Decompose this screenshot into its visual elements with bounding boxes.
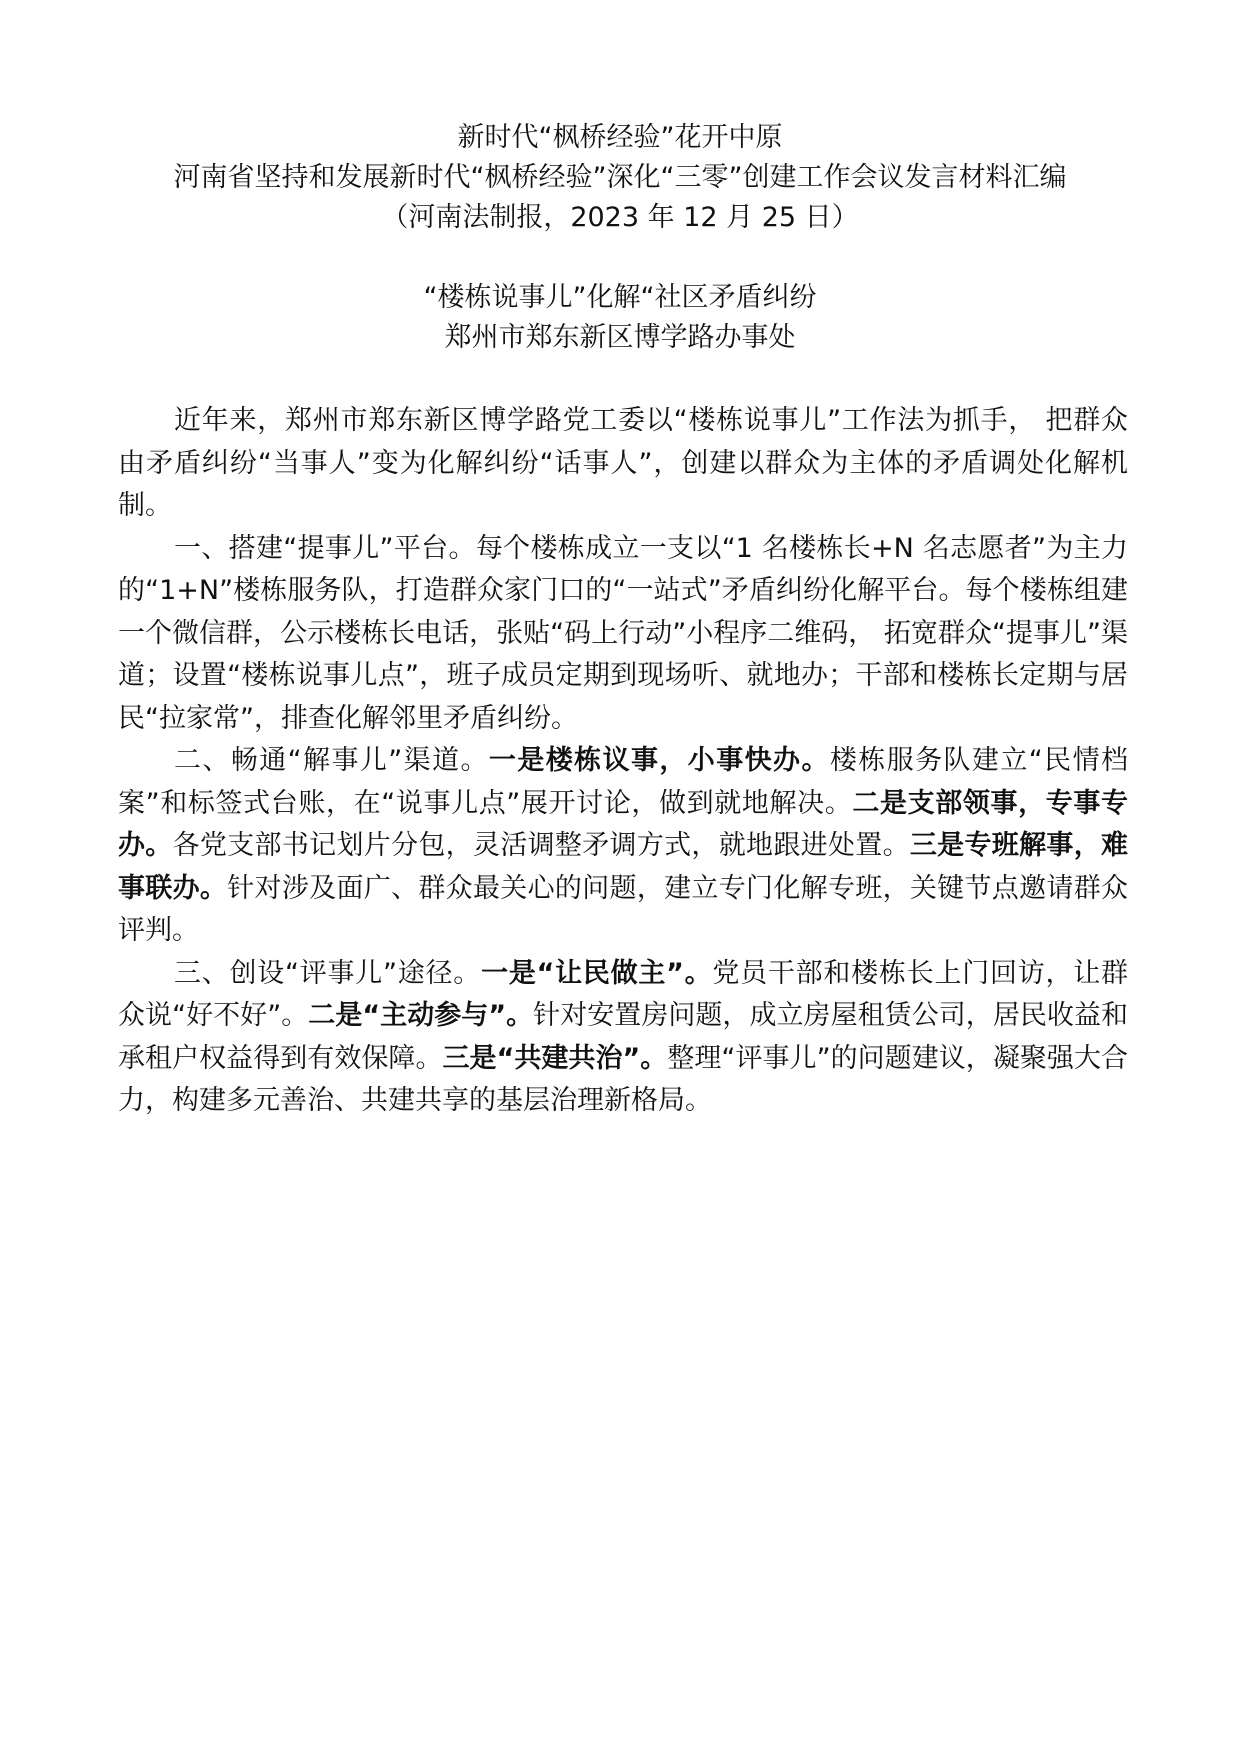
header-subtitle: 河南省坚持和发展新时代“枫桥经验”深化“三零”创建工作会议发言材料汇编 xyxy=(173,162,1067,193)
section-3-point-2: 二是“主动参与”。 xyxy=(308,1000,534,1031)
section-3-text-1: 党员干部和楼栋长上门回访，让群众说“好不好”。 xyxy=(118,957,1128,1031)
section-2-text-2: 各党支部书记划片分包，灵活调整矛调方式，就地跟进处置。 xyxy=(172,830,910,861)
article-heading xyxy=(100,278,1140,358)
paragraph-intro: 近年来，郑州市郑东新区博学路党工委以“楼栋说事儿”工作法为抓手， 把群众由矛盾纠纷“当事人”变为化解纠纷“话事人”，创建以群众为主体的矛盾调处化解机制。 xyxy=(118,405,1128,521)
article-title: “楼栋说事儿”化解“社区矛盾纠纷 xyxy=(423,282,817,313)
section-3-point-1: 一是“让民做主”。 xyxy=(481,957,713,989)
section-2-lead: 二、畅通“解事儿”渠道。 xyxy=(174,745,489,776)
section-2-text-3: 针对涉及面广、群众最关心的问题，建立专门化解专班，关键节点邀请群众评判。 xyxy=(118,872,1129,946)
article-author: 郑州市郑东新区博学路办事处 xyxy=(444,322,796,353)
document-header xyxy=(100,118,1140,238)
article-body xyxy=(118,400,1128,1123)
paragraph-section-2 xyxy=(118,740,1128,953)
section-2-point-3: 三是专班解事，难事联办。 xyxy=(118,830,1129,904)
section-3-point-3: 三是“共建共治”。 xyxy=(442,1042,668,1074)
header-title: 新时代“枫桥经验”花开中原 xyxy=(457,122,783,153)
section-3-lead: 三、创设“评事儿”途径。 xyxy=(174,957,482,989)
section-2-point-1: 一是楼栋议事，小事快办。 xyxy=(488,745,830,776)
section-2-point-2: 二是支部领事，专事专办。 xyxy=(118,787,1129,861)
header-source: （河南法制报，2023 年 12 月 25 日） xyxy=(381,202,859,233)
section-3-text-3: 整理“评事儿”的问题建议，凝聚强大合力，构建多元善治、共建共享的基层治理新格局。 xyxy=(118,1042,1128,1116)
section-3-text-2: 针对安置房问题，成立房屋租赁公司，居民收益和承租户权益得到有效保障。 xyxy=(118,1000,1128,1074)
paragraph-section-3 xyxy=(118,953,1128,1123)
paragraph-section-1: 一、搭建“提事儿”平台。每个楼栋成立一支以“1 名楼栋长+N 名志愿者”为主力的“1+N”楼栋服务队，打造群众家门口的“一站式”矛盾纠纷化解平台。每个楼栋组建一个微信群，公示楼栋长电话，张贴“码上行动”小程序二维码， 拓宽群众“提事儿”渠道；设置“楼栋说事儿点”，班子成员定期到现场听、就地办；干部和楼栋长定期与居民“拉家常”，排查化解邻里矛盾纠纷。 xyxy=(118,532,1128,734)
section-2-text-1: 楼栋服务队建立“民情档案”和标签式台账，在“说事儿点”展开讨论，做到就地解决。 xyxy=(118,745,1128,819)
